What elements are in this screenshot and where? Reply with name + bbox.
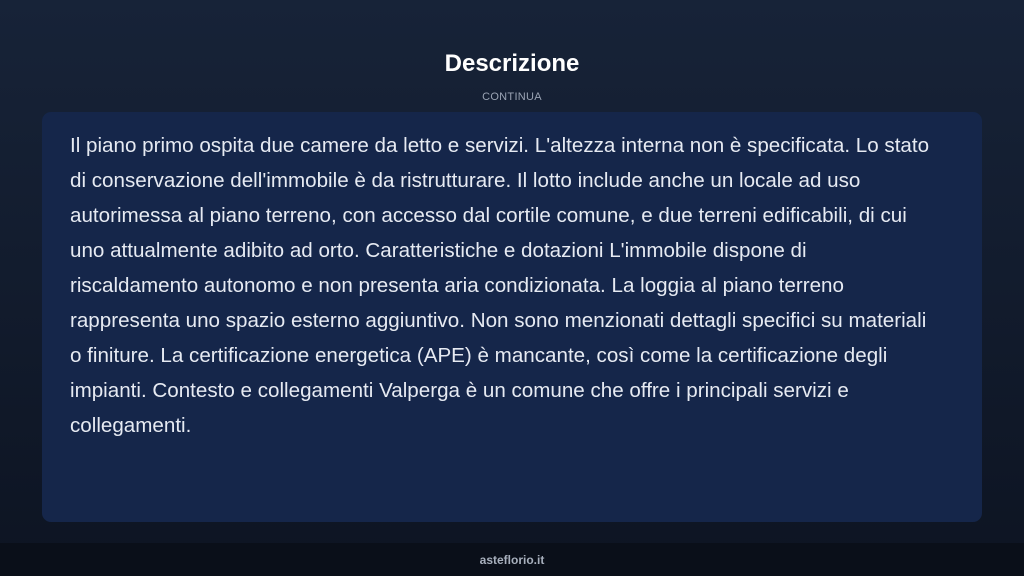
- footer: [0, 543, 1024, 576]
- description-card: [42, 112, 982, 522]
- page-title: Descrizione: [444, 50, 580, 77]
- description-text: Il piano primo ospita due camere da letto e servizi. L'altezza interna non è specificata. Lo stato di conservazione dell'immobile è da ristrutturare. Il lotto include anche un locale ad uso autorimessa al piano terreno, con accesso dal cortile comune, e due terreni edificabili, di cui uno attualmente adibito ad orto. Caratteristiche e dotazioni L'immobile dispone di riscaldamento autonomo e non presenta aria condizionata. La loggia al piano terreno rappresenta uno spazio esterno aggiuntivo. Non sono menzionati dettagli specifici su materiali o finiture. La certificazione energetica (APE) è mancante, così come la certificazione degli impianti. Contesto e collegamenti Valperga è un comune che offre i principali servizi e collegamenti.: [70, 134, 930, 437]
- continua-label: CONTINUA: [482, 91, 542, 103]
- site-name: asteflorio.it: [479, 553, 545, 567]
